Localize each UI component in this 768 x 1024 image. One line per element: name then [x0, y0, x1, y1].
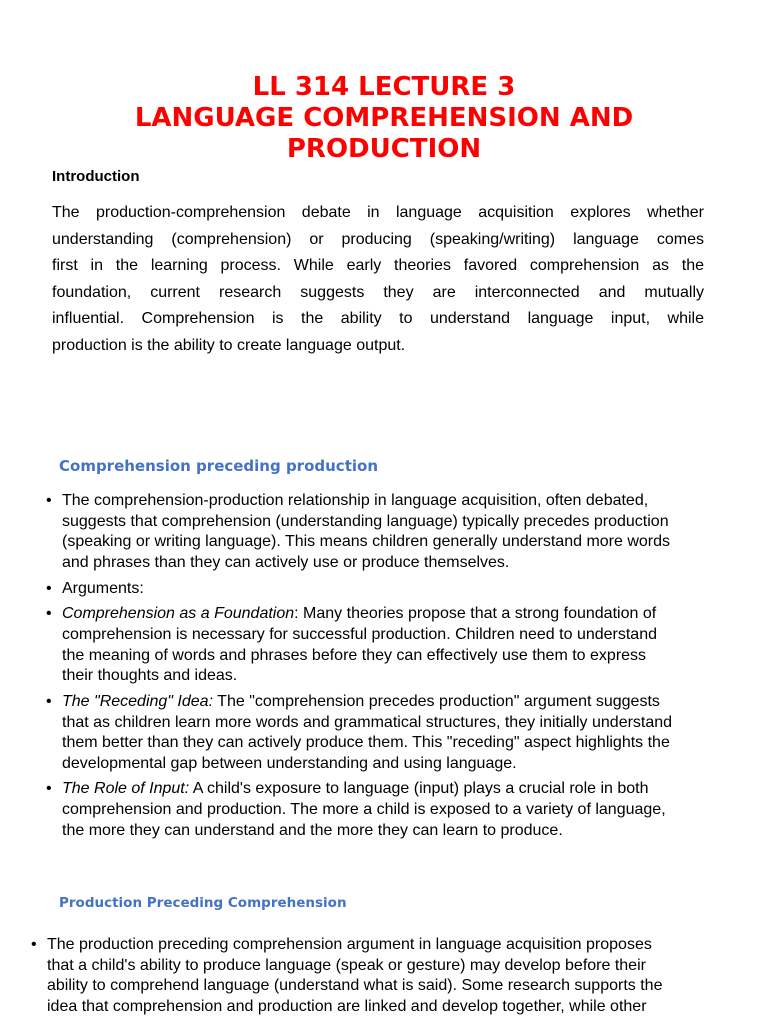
intro-line: first in the learning process. While early theories favored comprehension as the [52, 257, 704, 275]
list-item-line: ability to comprehend language (understand what is said). Some research supports the [47, 977, 663, 995]
bullet-icon: • [46, 692, 52, 710]
list-item-text: The "comprehension precedes production" argument suggests [213, 692, 660, 710]
list-item-line: the meaning of words and phrases before they can effectively use them to express [62, 646, 647, 664]
bullet-icon: • [46, 492, 52, 509]
list-item-line: the more they can understand and the more they can learn to produce. [62, 821, 563, 839]
list-item [46, 604, 742, 686]
list-item-line: and phrases than they can actively use or produce themselves. [62, 553, 510, 571]
bullet-icon: • [46, 780, 52, 798]
list-item-line [62, 604, 742, 625]
list-item-line: them better than they can actively produce them. This "receding" aspect highlights the [62, 734, 670, 752]
list-item-lead: The Role of Input: [62, 780, 190, 798]
intro-line: The production-comprehension debate in language acquisition explores whether [52, 204, 704, 221]
list-item [46, 579, 742, 600]
list-item-line: that a child's ability to produce language (speak or gesture) may develop before their [47, 956, 646, 974]
intro-line: influential. Comprehension is the ability to understand language input, while [52, 310, 704, 328]
list-item [46, 491, 742, 573]
bullet-icon: • [31, 936, 37, 953]
list-item-line: Arguments: [62, 579, 144, 597]
list-item-line: (speaking or writing language). This means children generally understand more words [62, 533, 671, 551]
intro-line: production is the ability to create language output. [52, 336, 406, 354]
introduction-paragraph [52, 200, 704, 360]
bullet-icon: • [46, 605, 52, 623]
list-item-line [62, 692, 742, 713]
list-item-line: The comprehension-production relationship in language acquisition, often debated, [62, 492, 649, 509]
section-heading-production-preceding-comprehension: Production Preceding Comprehension [59, 895, 347, 911]
section-heading-comprehension-preceding-production: Comprehension preceding production [59, 457, 378, 475]
title-line-1: LL 314 LECTURE 3 [252, 72, 516, 102]
list-item-lead: Comprehension as a Foundation [62, 605, 295, 623]
list-item-text: : Many theories propose that a strong foundation of [294, 605, 657, 623]
list-item [46, 779, 742, 841]
list-item [46, 692, 742, 774]
list-item-line [62, 779, 742, 800]
list-item-line: comprehension is necessary for successful production. Children need to understand [62, 625, 657, 643]
list-item-text: A child's exposure to language (input) plays a crucial role in both [189, 780, 649, 798]
list-item [31, 935, 747, 1017]
page-title [0, 72, 768, 165]
list-item-line: suggests that comprehension (understanding language) typically precedes production [62, 512, 669, 530]
comprehension-preceding-production-list [46, 491, 742, 846]
list-item-line: developmental gap between understanding and using language. [62, 754, 517, 772]
intro-line: foundation, current research suggests they are interconnected and mutually [52, 283, 704, 301]
introduction-heading: Introduction [52, 168, 140, 185]
list-item-lead: The "Receding" Idea: [62, 692, 214, 710]
list-item-line: comprehension and production. The more a child is exposed to a variety of language, [62, 801, 666, 819]
production-preceding-comprehension-list [31, 935, 747, 1017]
title-line-2: LANGUAGE COMPREHENSION AND [134, 103, 634, 133]
list-item-line: that as children learn more words and grammatical structures, they initially understand [62, 713, 673, 731]
bullet-icon: • [46, 579, 52, 597]
list-item-line: idea that comprehension and production are linked and develop together, while other [47, 997, 647, 1015]
list-item-line: their thoughts and ideas. [62, 667, 238, 685]
title-line-3: PRODUCTION [286, 134, 482, 164]
intro-line: understanding (comprehension) or producing (speaking/writing) language comes [52, 230, 704, 248]
list-item-line: The production preceding comprehension argument in language acquisition proposes [47, 936, 652, 953]
